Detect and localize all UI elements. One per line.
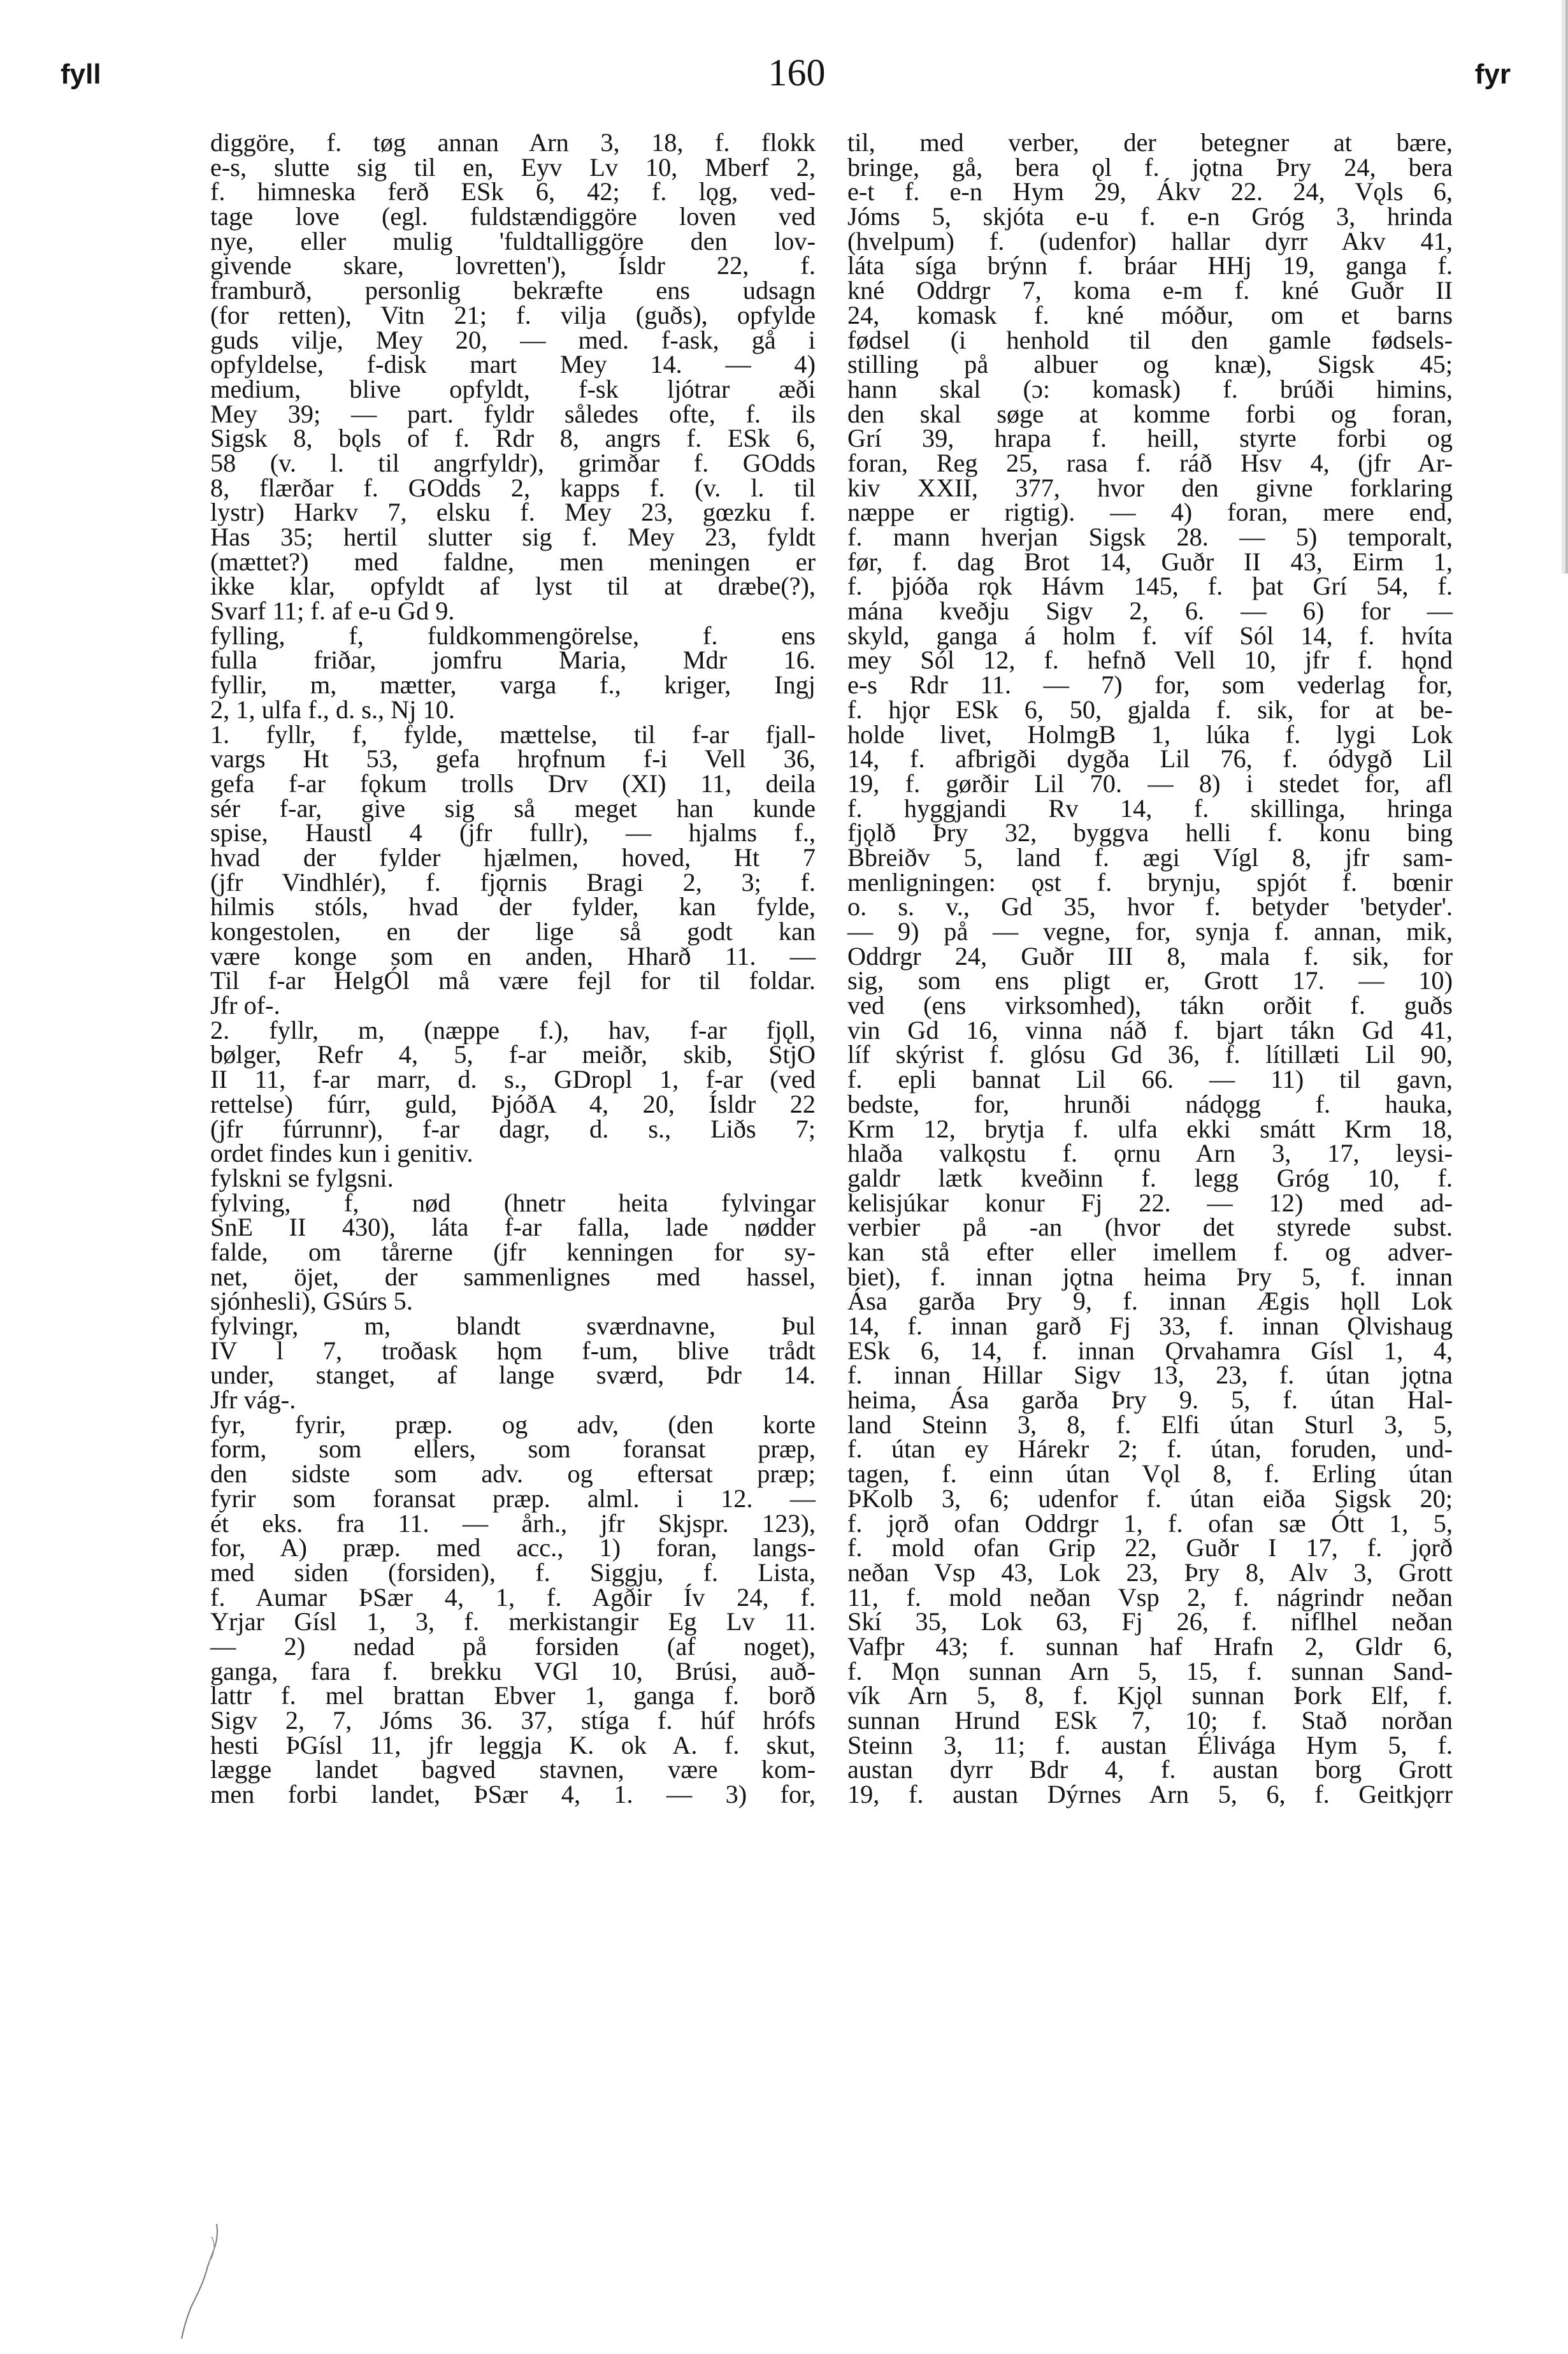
text-line: 8, flærðar f. GOdds 2, kapps f. (v. l. til — [210, 473, 816, 502]
text-line: kiv XXII, 377, hvor den givne forklaring — [847, 473, 1453, 502]
text-line: (for retten), Vitn 21; f. vilja (guðs), opfylde — [210, 300, 816, 329]
text-line: (jfr Vindhlér), f. fjǫrnis Bragi 2, 3; f. — [210, 867, 816, 897]
text-line: fyllir, m, mætter, varga f., kriger, Ingj — [210, 670, 816, 700]
text-line: rettelse) fúrr, guld, ÞjóðA 4, 20, Ísldr 22 — [210, 1089, 816, 1118]
text-line: før, f. dag Brot 14, Guðr II 43, Eirm 1, — [847, 547, 1453, 576]
text-line: bedste, for, hrunði nádǫgg f. hauka, — [847, 1089, 1453, 1118]
text-line: lægge landet bagved stavnen, være kom- — [210, 1755, 816, 1784]
text-line: Mey 39; — part. fyldr således ofte, f. ils — [210, 399, 816, 428]
pencil-mark-icon — [172, 2218, 248, 2345]
text-line: Til f-ar HelgÓl må være fejl for til foldar. — [210, 966, 816, 995]
text-line: e-t f. e-n Hym 29, Ákv 22. 24, Vǫls 6, — [847, 177, 1453, 206]
text-line: med siden (forsiden), f. Siggju, f. Lista, — [210, 1557, 816, 1587]
text-line: skyld, ganga á holm f. víf Sól 14, f. hvíta — [847, 621, 1453, 650]
text-line: være konge som en anden, Hharð 11. — — [210, 941, 816, 971]
text-line: — 9) på — vegne, for, synja f. annan, mik, — [847, 917, 1453, 946]
text-line: vargs Ht 53, gefa hrǫfnum f-i Vell 36, — [210, 744, 816, 774]
text-line: e-s, slutte sig til en, Eyv Lv 10, Mberf 2, — [210, 152, 816, 182]
text-line: austan dyrr Bdr 4, f. austan borg Grott — [847, 1755, 1453, 1784]
text-line: fjǫlð Þry 32, byggva helli f. konu bing — [847, 818, 1453, 848]
text-line: ganga, fara f. brekku VGl 10, Brúsi, auð- — [210, 1656, 816, 1686]
text-line: net, öjet, der sammenlignes med hassel, — [210, 1262, 816, 1291]
text-line: stilling på albuer og knæ), Sigsk 45; — [847, 350, 1453, 379]
text-line: Bbreiðv 5, land f. ægi Vígl 8, jfr sam- — [847, 842, 1453, 872]
text-line: e-s Rdr 11. — 7) for, som vederlag for, — [847, 670, 1453, 700]
text-line: Jfr vág-. — [210, 1385, 296, 1415]
text-line: guds vilje, Mey 20, — med. f-ask, gå i — [210, 325, 816, 354]
text-line: tage love (egl. fuldstændiggöre loven ved — [210, 202, 816, 231]
text-line: (mættet?) med faldne, men meningen er — [210, 547, 816, 576]
text-line: sig, som ens pligt er, Grott 17. — 10) — [847, 966, 1453, 995]
text-line: fyr, fyrir, præp. og adv, (den korte — [210, 1410, 816, 1439]
text-line: ved (ens virksomhed), tákn orðit f. guðs — [847, 991, 1453, 1020]
text-line: ordet findes kun i genitiv. — [210, 1139, 473, 1168]
text-line: Vafþr 43; f. sunnan haf Hrafn 2, Gldr 6, — [847, 1631, 1453, 1661]
text-line: 19, f. austan Dýrnes Arn 5, 6, f. Geitkjǫrr — [847, 1780, 1453, 1809]
text-line: 2. fyllr, m, (næppe f.), hav, f-ar fjǫll, — [210, 1015, 816, 1044]
text-line: Ása garða Þry 9, f. innan Ægis hǫll Lok — [847, 1287, 1453, 1316]
text-line: f. mann hverjan Sigsk 28. — 5) temporalt, — [847, 523, 1453, 551]
text-line: sér f-ar, give sig så meget han kunde — [210, 793, 816, 823]
text-line: hesti ÞGísl 11, jfr leggja K. ok A. f. skut, — [210, 1730, 816, 1759]
text-line: fylskni se fylgsni. — [210, 1163, 394, 1192]
text-line: Steinn 3, 11; f. austan Élivága Hym 5, f. — [847, 1730, 1453, 1759]
text-line: sunnan Hrund ESk 7, 10; f. Stað norðan — [847, 1706, 1453, 1735]
text-line: ikke klar, opfyldt af lyst til at dræbe(?), — [210, 572, 816, 601]
text-line: opfyldelse, f-disk mart Mey 14. — 4) — [210, 350, 816, 379]
text-line: gefa f-ar fǫkum trolls Drv (XI) 11, deila — [210, 769, 816, 798]
text-line: ESk 6, 14, f. innan Ǫrvahamra Gísl 1, 4, — [847, 1336, 1453, 1365]
text-line: fyrir som foransat præp. alml. i 12. — — [210, 1484, 816, 1513]
text-line: falde, om tårerne (jfr kenningen for sy- — [210, 1237, 816, 1266]
text-line: form, som ellers, som foransat præp, — [210, 1434, 816, 1464]
text-line: Krm 12, brytja f. ulfa ekki smátt Krm 18, — [847, 1114, 1453, 1143]
text-line: biet), f. innan jǫtna heima Þry 5, f. innan — [847, 1262, 1453, 1291]
text-line: ÞKolb 3, 6; udenfor f. útan eiða Sigsk 20; — [847, 1484, 1453, 1513]
text-line: f. mold ofan Grip 22, Guðr I 17, f. jǫrð — [847, 1533, 1453, 1563]
text-line: f. útan ey Hárekr 2; f. útan, foruden, und- — [847, 1434, 1453, 1464]
text-line: Has 35; hertil slutter sig f. Mey 23, fyldt — [210, 523, 816, 551]
text-line: 58 (v. l. til angrfyldr), grimðar f. GOdds — [210, 448, 816, 477]
text-line: givende skare, lovretten'), Ísldr 22, f. — [210, 251, 816, 280]
text-line: menligningen: ǫst f. brynju, spjót f. bœnir — [847, 867, 1453, 897]
text-line: Sigv 2, 7, Jóms 36. 37, stíga f. húf hrófs — [210, 1706, 816, 1735]
text-line: IV l 7, troðask hǫm f-um, blive trådt — [210, 1336, 816, 1365]
text-line: fylling, f, fuldkommengörelse, f. ens — [210, 621, 816, 650]
text-line: fulla friðar, jomfru Maria, Mdr 16. — [210, 646, 816, 675]
text-line: 19, f. gørðir Lil 70. — 8) i stedet for, afl — [847, 769, 1453, 798]
page-edge-shadow — [1555, 0, 1568, 574]
text-line: verbier på -an (hvor det styrede subst. — [847, 1213, 1453, 1242]
text-line: Svarf 11; f. af e-u Gd 9. — [210, 596, 455, 626]
text-line: 24, komask f. kné móður, om et barns — [847, 300, 1453, 329]
text-line: Oddrgr 24, Guðr III 8, mala f. sik, for — [847, 941, 1453, 971]
text-line: vin Gd 16, vinna náð f. bjart tákn Gd 41, — [847, 1015, 1453, 1044]
text-line: f. innan Hillar Sigv 13, 23, f. útan jǫtna — [847, 1361, 1453, 1390]
text-line: hann skal (ɔ: komask) f. brúði himins, — [847, 374, 1453, 403]
text-line: (jfr fúrrunnr), f-ar dagr, d. s., Liðs 7; — [210, 1114, 816, 1143]
text-line: fylving, f, nød (hnetr heita fylvingar — [210, 1188, 816, 1217]
text-line: heima, Ása garða Þry 9. 5, f. útan Hal- — [847, 1385, 1453, 1415]
text-line: f. hyggjandi Rv 14, f. skillinga, hringa — [847, 793, 1453, 823]
text-line: holde livet, HolmgB 1, lúka f. lygi Lok — [847, 719, 1453, 749]
page-number: 160 — [768, 52, 826, 94]
text-line: men forbi landet, ÞSær 4, 1. — 3) for, — [210, 1780, 816, 1809]
page-header — [61, 51, 1533, 102]
text-line: lystr) Harkv 7, elsku f. Mey 23, gœzku f. — [210, 498, 816, 527]
text-line: Grí 39, hrapa f. heill, styrte forbi og — [847, 424, 1453, 453]
header-left-guide-word: fyll — [61, 59, 101, 90]
text-line: bringe, gå, bera ǫl f. jǫtna Þry 24, bera — [847, 152, 1453, 182]
text-line: under, stanget, af lange sværd, Þdr 14. — [210, 1361, 816, 1390]
text-line: Sigsk 8, bǫls of f. Rdr 8, angrs f. ESk 6, — [210, 424, 816, 453]
text-line: Jóms 5, skjóta e-u f. e-n Gróg 3, hrinda — [847, 202, 1453, 231]
text-line: nye, eller mulig 'fuldtalliggöre den lov- — [210, 226, 816, 256]
text-line: ét eks. fra 11. — årh., jfr Skjspr. 123), — [210, 1508, 816, 1538]
text-line: 14, f. afbrigði dygða Lil 76, f. ódygð Lil — [847, 744, 1453, 774]
text-line: SnE II 430), láta f-ar falla, lade nødder — [210, 1213, 816, 1242]
text-line: (hvelpum) f. (udenfor) hallar dyrr Akv 41, — [847, 226, 1453, 256]
text-line: Skí 35, Lok 63, Fj 26, f. niflhel neðan — [847, 1607, 1453, 1636]
text-line: foran, Reg 25, rasa f. ráð Hsv 4, (jfr Ar- — [847, 448, 1453, 477]
text-line: kan stå efter eller imellem f. og adver- — [847, 1237, 1453, 1266]
text-line: f. Mǫn sunnan Arn 5, 15, f. sunnan Sand- — [847, 1656, 1453, 1686]
left-column — [210, 128, 816, 1809]
text-line: fødsel (i henhold til den gamle fødsels- — [847, 325, 1453, 354]
header-right-guide-word: fyr — [1474, 59, 1511, 90]
text-line: den sidste som adv. og eftersat præp; — [210, 1459, 816, 1489]
text-line: hlaða valkǫstu f. ǫrnu Arn 3, 17, leysi- — [847, 1139, 1453, 1168]
right-column — [847, 128, 1453, 1809]
text-line: neðan Vsp 43, Lok 23, Þry 8, Alv 3, Grott — [847, 1557, 1453, 1587]
text-line: líf skýrist f. glósu Gd 36, f. lítillæti Lil 90, — [847, 1040, 1453, 1069]
text-line: kné Oddrgr 7, koma e-m f. kné Guðr II — [847, 276, 1453, 305]
text-line: 11, f. mold neðan Vsp 2, f. nágrindr neðan — [847, 1582, 1453, 1612]
text-line: kelisjúkar konur Fj 22. — 12) med ad- — [847, 1188, 1453, 1217]
text-line: galdr lætk kveðinn f. legg Gróg 10, f. — [847, 1163, 1453, 1192]
text-line: láta síga brýnn f. bráar HHj 19, ganga f. — [847, 251, 1453, 280]
text-line: framburð, personlig bekræfte ens udsagn — [210, 276, 816, 305]
text-line: mána kveðju Sigv 2, 6. — 6) for — — [847, 596, 1453, 626]
text-line: f. þjóða rǫk Hávm 145, f. þat Grí 54, f. — [847, 572, 1453, 601]
text-line: o. s. v., Gd 35, hvor f. betyder 'betyder'. — [847, 892, 1453, 921]
text-line: tagen, f. einn útan Vǫl 8, f. Erling útan — [847, 1459, 1453, 1489]
text-line: land Steinn 3, 8, f. Elfi útan Sturl 3, 5, — [847, 1410, 1453, 1439]
text-line: fylvingr, m, blandt sværdnavne, Þul — [210, 1311, 816, 1340]
text-line: f. jǫrð ofan Oddrgr 1, f. ofan sæ Ótt 1, 5, — [847, 1508, 1453, 1538]
text-line: næppe er rigtig). — 4) foran, mere end, — [847, 498, 1453, 527]
text-line: 14, f. innan garð Fj 33, f. innan Ǫlvishaug — [847, 1311, 1453, 1340]
text-line: spise, Haustl 4 (jfr fullr), — hjalms f., — [210, 818, 816, 848]
text-line: f. epli bannat Lil 66. — 11) til gavn, — [847, 1065, 1453, 1094]
text-line: sjónhesli), GSúrs 5. — [210, 1287, 413, 1316]
text-line: Yrjar Gísl 1, 3, f. merkistangir Eg Lv 11. — [210, 1607, 816, 1636]
text-line: Jfr of-. — [210, 991, 280, 1020]
text-line: — 2) nedad på forsiden (af noget), — [210, 1631, 816, 1661]
text-line: lattr f. mel brattan Ebver 1, ganga f. borð — [210, 1681, 816, 1710]
text-line: 1. fyllr, f, fylde, mættelse, til f-ar fjall- — [210, 719, 816, 749]
text-line: bølger, Refr 4, 5, f-ar meiðr, skib, StjO — [210, 1040, 816, 1069]
text-line: for, A) præp. med acc., 1) foran, langs- — [210, 1533, 816, 1563]
text-line: f. hjǫr ESk 6, 50, gjalda f. sik, for at be- — [847, 695, 1453, 724]
text-line: f. himneska ferð ESk 6, 42; f. lǫg, ved- — [210, 177, 816, 206]
text-line: diggöre, f. tøg annan Arn 3, 18, f. flokk — [210, 128, 816, 157]
text-line: til, med verber, der betegner at bære, — [847, 128, 1453, 157]
text-line: f. Aumar ÞSær 4, 1, f. Agðir Ív 24, f. — [210, 1582, 816, 1612]
text-line: 2, 1, ulfa f., d. s., Nj 10. — [210, 695, 455, 724]
text-line: mey Sól 12, f. hefnð Vell 10, jfr f. hǫnd — [847, 646, 1453, 675]
text-line: den skal søge at komme forbi og foran, — [847, 399, 1453, 428]
text-line: hvad der fylder hjælmen, hoved, Ht 7 — [210, 842, 816, 872]
text-line: vík Arn 5, 8, f. Kjǫl sunnan Þork Elf, f. — [847, 1681, 1453, 1710]
text-line: kongestolen, en der lige så godt kan — [210, 917, 816, 946]
text-line: medium, blive opfyldt, f-sk ljótrar æði — [210, 374, 816, 403]
text-line: hilmis stóls, hvad der fylder, kan fylde, — [210, 892, 816, 921]
text-line: II 11, f-ar marr, d. s., GDropl 1, f-ar (ved — [210, 1065, 816, 1094]
